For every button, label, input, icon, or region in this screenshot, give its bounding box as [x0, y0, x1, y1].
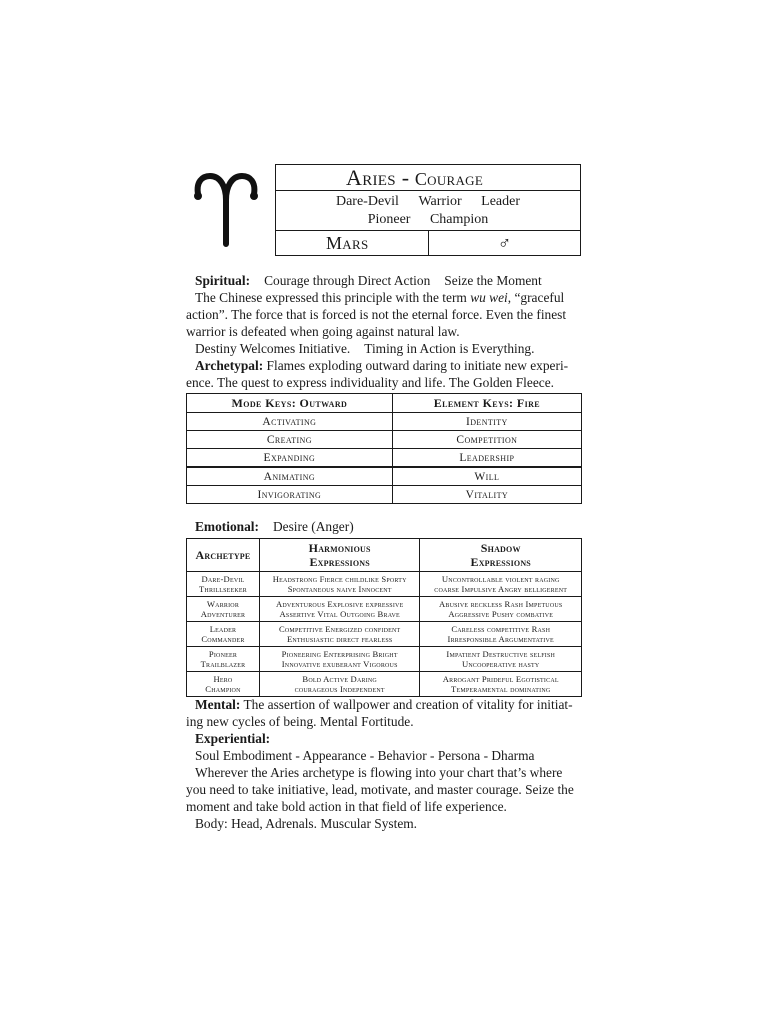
- table-row: [187, 597, 582, 622]
- keys-table: [186, 393, 582, 504]
- shadow-cell-line: Temperamental dominating: [451, 684, 551, 694]
- sign-title: [276, 165, 580, 191]
- archetype-cell-line: Champion: [205, 684, 241, 694]
- harmonious-cell-line: Competitive Energized confident: [278, 624, 401, 634]
- harmonious-header: Harmonious Expressions: [259, 539, 420, 572]
- harmonious-cell: [259, 597, 420, 622]
- archetype-cell: [187, 622, 260, 647]
- shadow-cell: [420, 672, 582, 697]
- spiritual-heading: Spiritual: Courage through Direct Action Seize the Moment: [195, 273, 542, 288]
- keyword: Dare-Devil: [335, 194, 399, 209]
- mars-symbol-icon: ♂: [497, 233, 512, 253]
- element-key: Will: [392, 467, 581, 486]
- archetype-cell-line: Pioneer: [208, 649, 238, 659]
- archetype-cell-line: Dare-Devil: [201, 574, 245, 584]
- sign-name: Aries -: [346, 165, 410, 190]
- mode-key: Invigorating: [187, 486, 393, 504]
- archetypal-paragraph: Archetypal: Flames exploding outward daring to initiate new experience. The quest to express individuality and life. The Golden Fleece.: [186, 358, 569, 390]
- sign-theme: Courage: [414, 169, 484, 189]
- table-row: [187, 413, 582, 431]
- archetype-cell-line: Leader: [209, 624, 237, 634]
- shadow-cell-line: Arrogant Prideful Egotistical: [442, 674, 559, 684]
- shadow-cell-line: Aggressive Pushy combative: [448, 609, 554, 619]
- harmonious-cell: [259, 622, 420, 647]
- harmonious-cell-line: Enthusiastic direct fearless: [286, 634, 393, 644]
- mode-key: Animating: [187, 467, 393, 486]
- harmonious-cell-line: Spontaneous naive Innocent: [287, 584, 392, 594]
- archetype-cell-line: Commander: [201, 634, 245, 644]
- table-row: [187, 622, 582, 647]
- table-header-row: [187, 539, 582, 572]
- archetype-cell-line: Warrior: [206, 599, 240, 609]
- keyword: Pioneer: [367, 212, 411, 227]
- mode-keys-header: Mode Keys: Outward: [187, 394, 393, 413]
- experiential-paragraph: Wherever the Aries archetype is flowing into your chart that’s where you need to take initiative, lead, motivate, and master courage. Seize the moment and take bold action in that field of life experience.: [186, 765, 574, 814]
- spiritual-section: [186, 272, 582, 391]
- shadow-cell: [420, 647, 582, 672]
- shadow-cell-line: Impatient Destructive selfish: [446, 649, 556, 659]
- shadow-header: Shadow Expressions: [420, 539, 582, 572]
- archetype-cell: [187, 672, 260, 697]
- element-key: Competition: [392, 431, 581, 449]
- expressions-table-body: [187, 572, 582, 697]
- mode-key: Activating: [187, 413, 393, 431]
- shadow-cell-line: Irresponsible Argumentative: [447, 634, 554, 644]
- archetype-cell-line: Thrillseeker: [198, 584, 247, 594]
- harmonious-cell: [259, 672, 420, 697]
- harmonious-cell-line: Adventurous Explosive expressive: [275, 599, 404, 609]
- shadow-cell-line: Careless competitive Rash: [451, 624, 551, 634]
- element-key: Leadership: [392, 449, 581, 468]
- table-header-row: [187, 394, 582, 413]
- keyword: Leader: [481, 194, 520, 209]
- harmonious-cell: [259, 572, 420, 597]
- harmonious-cell: [259, 647, 420, 672]
- archetype-cell-line: Hero: [213, 674, 233, 684]
- planet-name: Mars: [276, 231, 429, 255]
- keywords-line-2: [276, 211, 580, 229]
- expressions-table: [186, 538, 582, 697]
- archetype-cell: [187, 647, 260, 672]
- harmonious-cell-line: Headstrong Fierce childlike Sporty: [272, 574, 407, 584]
- archetype-cell: [187, 572, 260, 597]
- table-row: [187, 572, 582, 597]
- shadow-cell-line: Abusive reckless Rash Impetuous: [438, 599, 563, 609]
- aries-glyph-icon: [192, 172, 260, 248]
- experiential-heading: Experiential:: [195, 731, 271, 746]
- shadow-cell-line: Uncontrollable violent raging: [441, 574, 560, 584]
- archetype-cell-line: Adventurer: [200, 609, 246, 619]
- destiny-line: Destiny Welcomes Initiative. Timing in Action is Everything.: [195, 341, 535, 356]
- mode-key: Creating: [187, 431, 393, 449]
- table-row: [187, 449, 582, 468]
- archetype-cell: [187, 597, 260, 622]
- soul-embodiment-line: Soul Embodiment - Appearance - Behavior - Persona - Dharma: [195, 748, 535, 763]
- harmonious-cell-line: courageous Independent: [294, 684, 385, 694]
- spiritual-paragraph: The Chinese expressed this principle with the term wu wei, “graceful action”. The force that is forced is not the eternal force. Even the finest warrior is defeated when going against natural law.: [186, 290, 567, 339]
- harmonious-cell-line: Assertive Vital Outgoing Brave: [279, 609, 400, 619]
- table-row: [187, 467, 582, 486]
- ruling-planet-row: [276, 231, 580, 255]
- shadow-cell: [420, 622, 582, 647]
- harmonious-cell-line: Innovative exuberant Vigorous: [281, 659, 398, 669]
- keyword: Champion: [429, 212, 489, 227]
- table-row: [187, 672, 582, 697]
- element-key: Identity: [392, 413, 581, 431]
- shadow-cell-line: coarse Impulsive Angry belligerent: [434, 584, 568, 594]
- table-row: [187, 486, 582, 504]
- archetype-header: Archetype: [187, 539, 260, 572]
- shadow-cell-line: Uncooperative hasty: [461, 659, 540, 669]
- table-row: [187, 647, 582, 672]
- harmonious-cell-line: Bold Active Daring: [302, 674, 377, 684]
- emotional-section: [186, 518, 582, 535]
- archetype-cell-line: Trailblazer: [200, 659, 246, 669]
- mental-paragraph: Mental: The assertion of wallpower and creation of vitality for initiating new cycles of being. Mental Fortitude.: [186, 697, 573, 729]
- mode-key: Expanding: [187, 449, 393, 468]
- emotional-heading: Emotional: Desire (Anger): [195, 519, 354, 534]
- sign-keywords: [276, 191, 580, 231]
- table-row: [187, 431, 582, 449]
- harmonious-cell-line: Pioneering Enterprising Bright: [281, 649, 398, 659]
- mental-section: [186, 696, 582, 832]
- shadow-cell: [420, 572, 582, 597]
- element-keys-header: Element Keys: Fire: [392, 394, 581, 413]
- element-key: Vitality: [392, 486, 581, 504]
- keyword: Warrior: [418, 194, 462, 209]
- shadow-cell: [420, 597, 582, 622]
- body-line: Body: Head, Adrenals. Muscular System.: [195, 816, 418, 831]
- sign-header-box: [275, 164, 581, 256]
- keywords-line-1: [276, 193, 580, 211]
